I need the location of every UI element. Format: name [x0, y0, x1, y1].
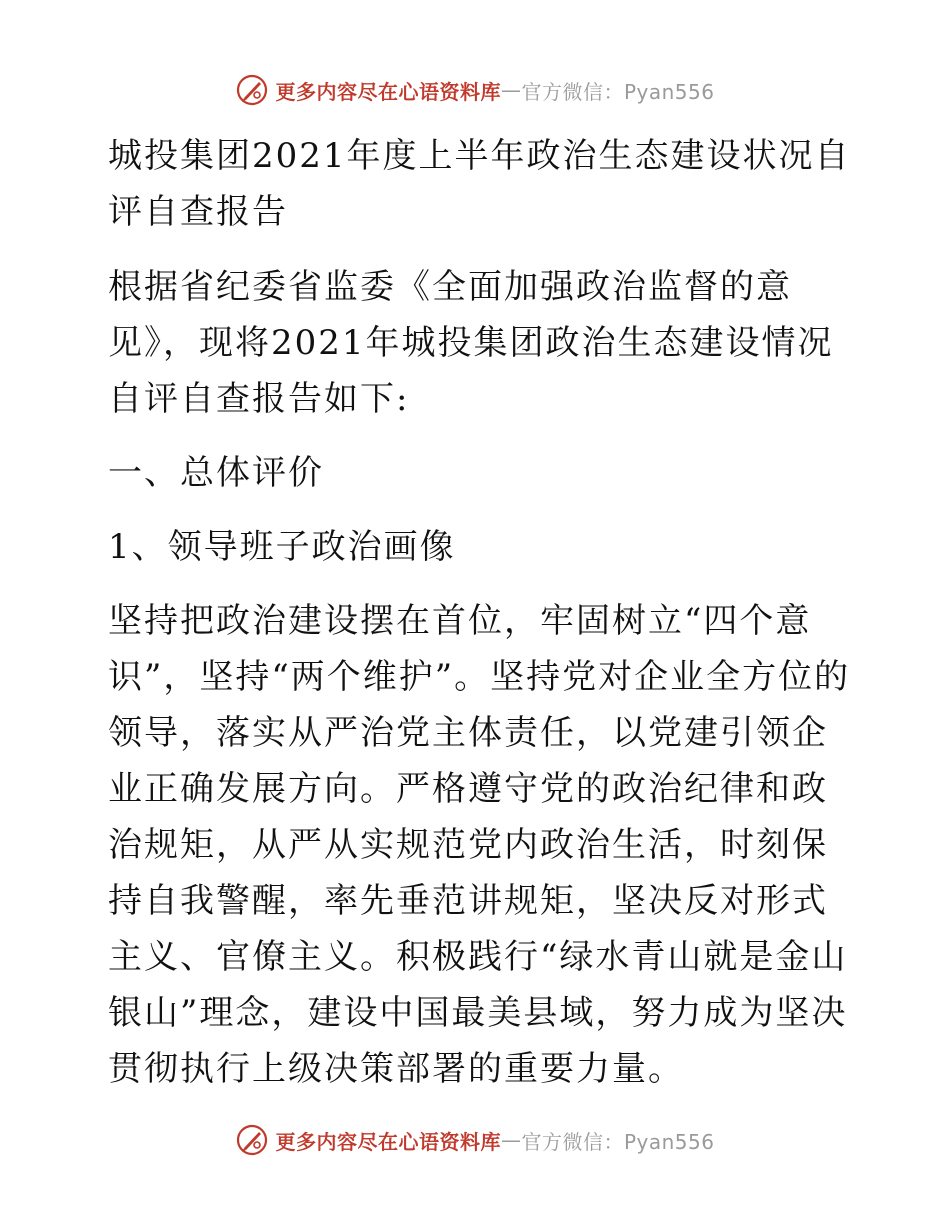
subsection-heading: 1、领导班子政治画像: [108, 527, 456, 567]
footer-watermark-banner: [0, 1120, 950, 1160]
section-heading: 一、总体评价: [108, 453, 324, 493]
document-body: [100, 122, 855, 1097]
banner-sub-text: 官方微信：Pyan556: [521, 79, 715, 104]
banner-separator: —: [500, 1128, 522, 1152]
document-title: 城投集团2021年度上半年政治生态建设状况自评自查报告: [108, 136, 851, 232]
banner-main-text: 更多内容尽在心语资料库: [275, 79, 501, 104]
quill-seal-icon: [235, 1123, 269, 1157]
quill-seal-icon: [235, 73, 269, 107]
banner-separator: —: [500, 78, 522, 102]
banner-sub-text: 官方微信：Pyan556: [521, 1129, 715, 1154]
body-paragraph: 坚持把政治建设摆在首位，牢固树立“四个意识”，坚持“两个维护”。坚持党对企业全方位的领导，落实从严治党主体责任，以党建引领企业正确发展方向。严格遵守党的政治纪律和政治规矩，从严从实规范党内政治生活，时刻保持自我警醒，率先垂范讲规矩，坚决反对形式主义、官僚主义。积极践行“绿水青山就是金山银山”理念，建设中国最美县域，努力成为坚决贯彻执行上级决策部署的重要力量。: [108, 601, 851, 1089]
header-watermark-banner: [0, 70, 950, 110]
intro-paragraph: 根据省纪委省监委《全面加强政治监督的意见》，现将2021年城投集团政治生态建设情况自评自查报告如下:: [108, 267, 834, 419]
banner-main-text: 更多内容尽在心语资料库: [275, 1129, 501, 1154]
